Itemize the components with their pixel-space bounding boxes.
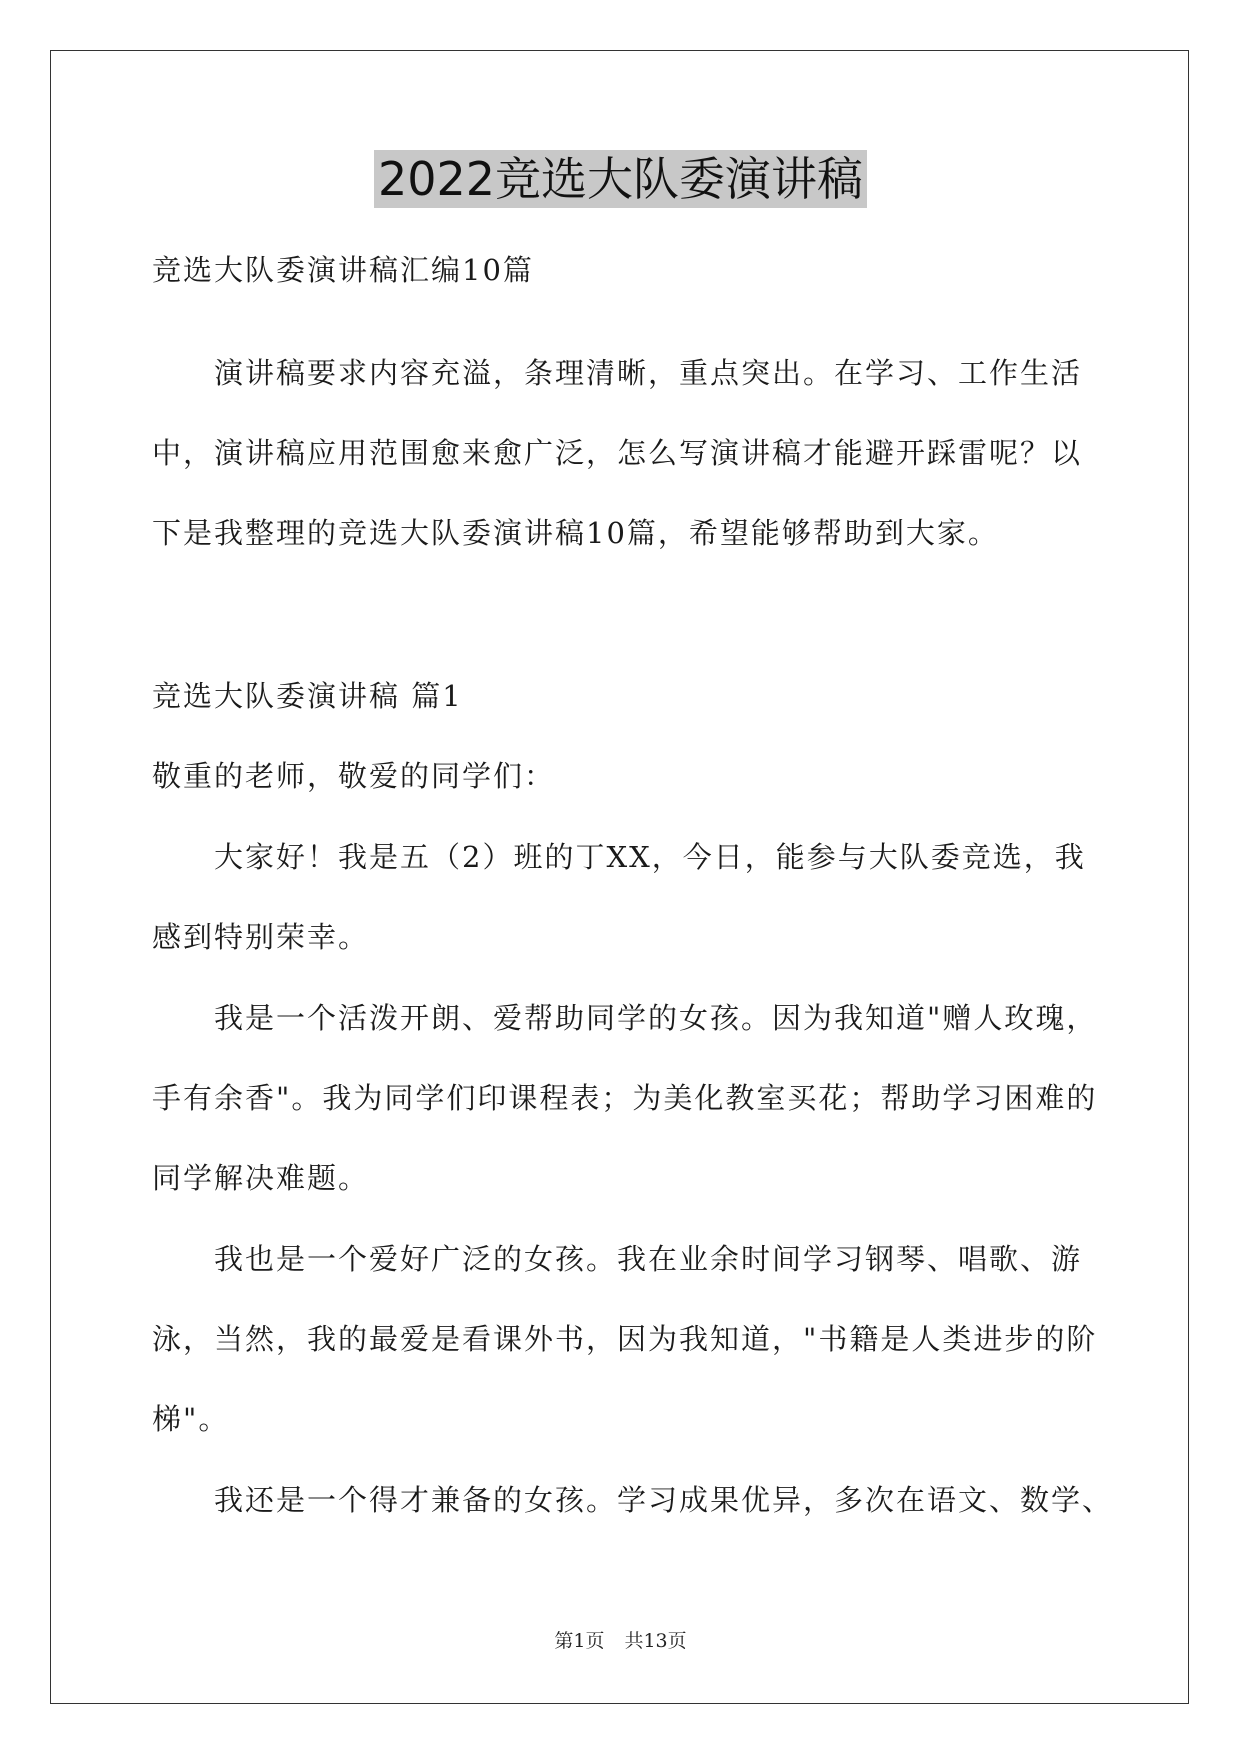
paragraph-line: 大家好！我是五（2）班的丁XX，今日，能参与大队委竞选，我 — [214, 840, 1086, 874]
paragraph-line: 我还是一个得才兼备的女孩。学习成果优异，多次在语文、数学、 — [214, 1483, 1114, 1517]
paragraph-line: 我是一个活泼开朗、爱帮助同学的女孩。因为我知道"赠人玫瑰， — [214, 1001, 1098, 1035]
greeting-line: 敬重的老师，敬爱的同学们： — [152, 759, 556, 793]
document-subtitle: 竞选大队委演讲稿汇编10篇 — [152, 253, 534, 287]
intro-line: 演讲稿要求内容充溢，条理清晰，重点突出。在学习、工作生活 — [214, 356, 1083, 390]
page-footer — [0, 1626, 1241, 1653]
document-title: 2022竞选大队委演讲稿 — [374, 150, 867, 208]
paragraph-line: 我也是一个爱好广泛的女孩。我在业余时间学习钢琴、唱歌、游 — [214, 1242, 1083, 1276]
paragraph-line: 手有余香"。我为同学们印课程表；为美化教室买花；帮助学习困难的 — [152, 1081, 1098, 1115]
paragraph-line: 感到特别荣幸。 — [152, 920, 370, 954]
intro-line: 下是我整理的竞选大队委演讲稿10篇，希望能够帮助到大家。 — [152, 516, 999, 550]
section-heading: 竞选大队委演讲稿 篇1 — [152, 679, 463, 713]
page-total: 共13页 — [624, 1630, 687, 1652]
intro-line: 中，演讲稿应用范围愈来愈广泛，怎么写演讲稿才能避开踩雷呢？以 — [152, 436, 1083, 470]
page-border — [50, 50, 1189, 1704]
paragraph-line: 同学解决难题。 — [152, 1161, 370, 1195]
page-number: 第1页 — [554, 1630, 605, 1652]
document-title-container — [0, 150, 1241, 208]
paragraph-line: 泳，当然，我的最爱是看课外书，因为我知道，"书籍是人类进步的阶 — [152, 1322, 1098, 1356]
paragraph-line: 梯"。 — [152, 1402, 230, 1436]
